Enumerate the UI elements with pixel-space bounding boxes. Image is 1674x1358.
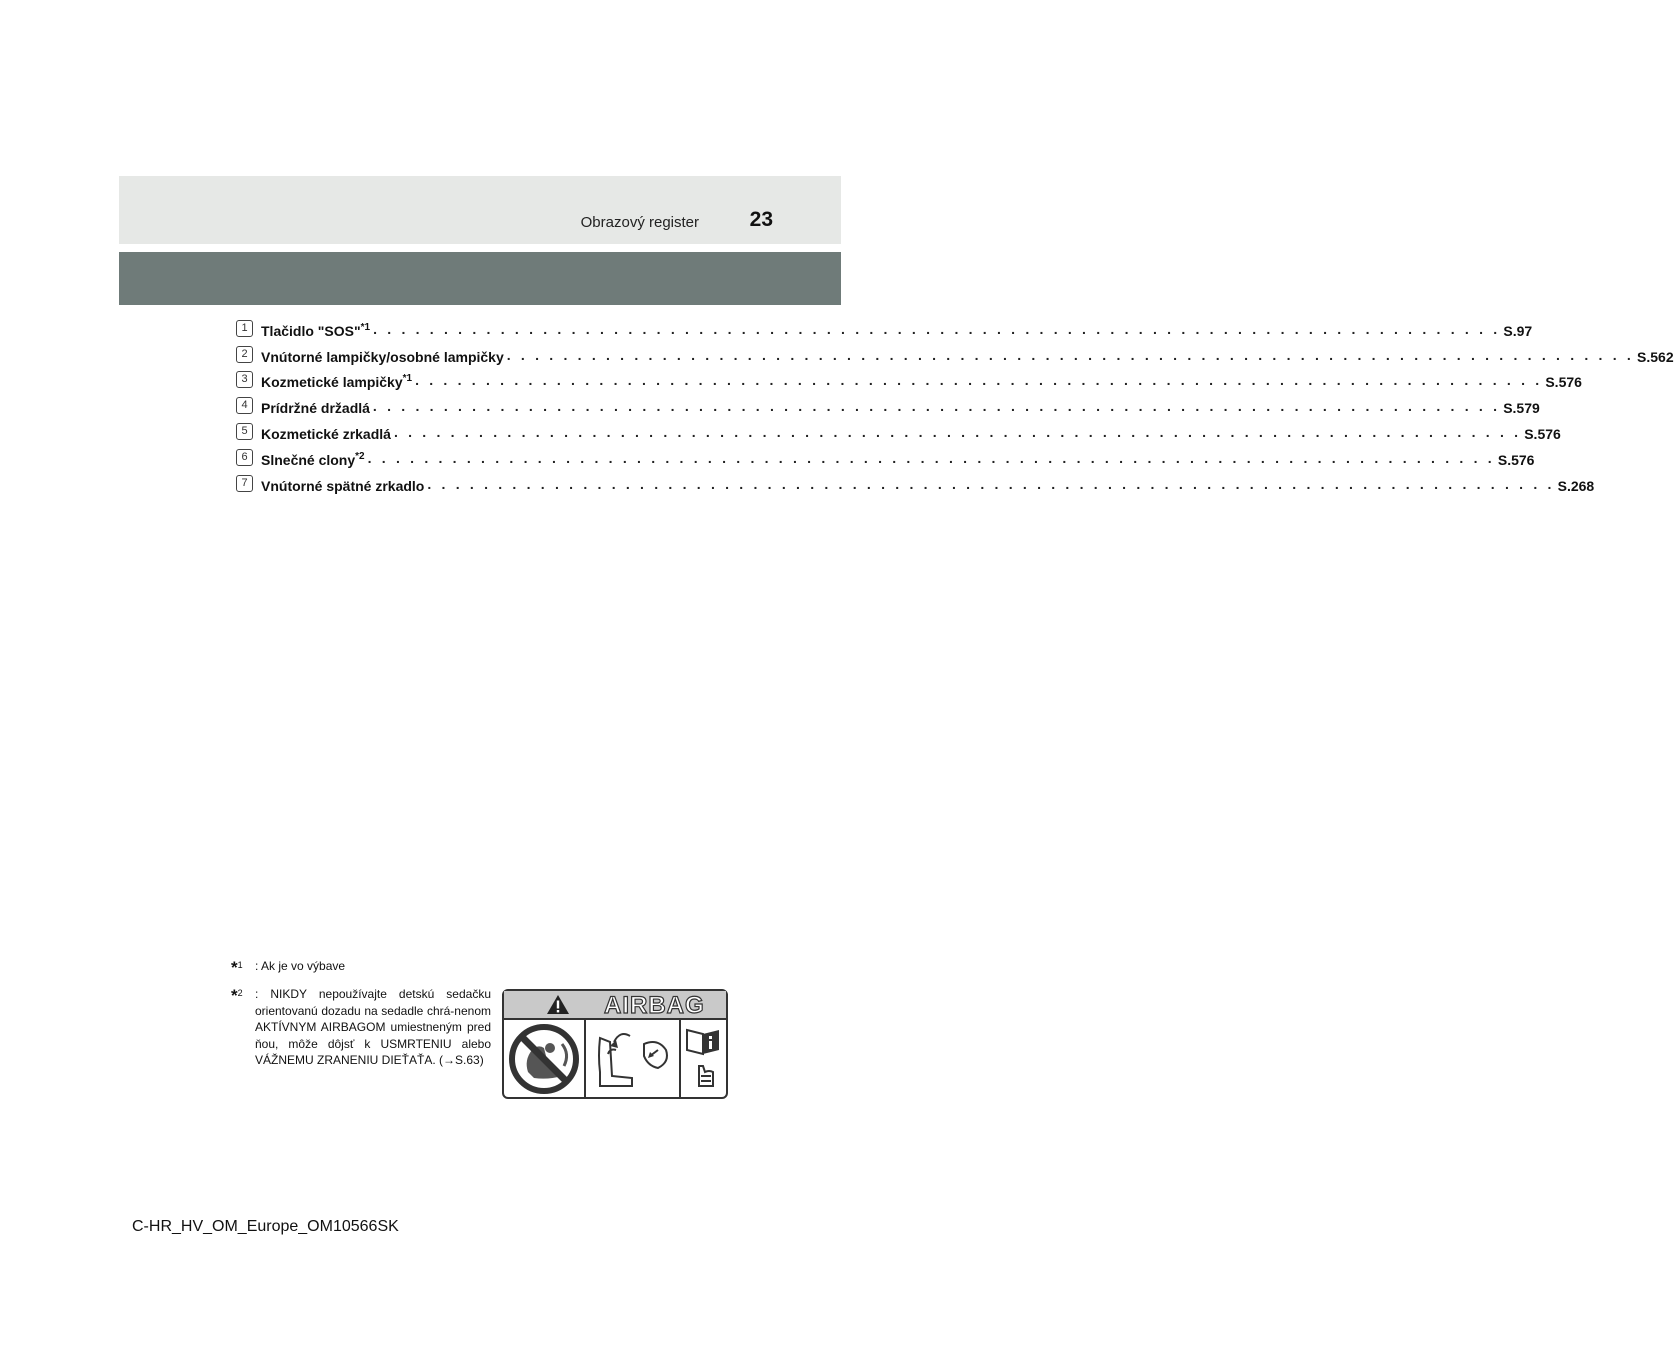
toc-label: [261, 478, 424, 494]
toc-row[interactable]: [236, 442, 1535, 468]
item-number-badge: 3: [236, 371, 253, 388]
leader-dots: . . . . . . . . . . . . . . . . . . . . . . . . . . . . . . . . . . . . . . . . . . . . . . . . . . . . . . . . . . . . . . . . . . . . . . . . . . . . . . . .: [393, 423, 1522, 440]
toc-label: [261, 400, 370, 416]
no-child-seat-panel: [504, 1020, 586, 1099]
footnote-text: : NIKDY nepoužívajte detskú sedačku orientovanú dozadu na sedadle chrá-nenom AKTÍVNYM AIRBAGOM umiestneným pred ňou, môže dôjsť k USMRTENIU alebo VÁŽNEMU ZRANENIU DIEŤAŤA. (→S.63): [255, 987, 491, 1067]
airbag-word: AIRBAG: [604, 992, 705, 1019]
leader-dots: . . . . . . . . . . . . . . . . . . . . . . . . . . . . . . . . . . . . . . . . . . . . . . . . . . . . . . . . . . . . . . . . . . . . . . . . . . . . . . . .: [372, 398, 1501, 415]
toc-label: [261, 452, 365, 468]
leader-dots: . . . . . . . . . . . . . . . . . . . . . . . . . . . . . . . . . . . . . . . . . . . . . . . . . . . . . . . . . . . . . . . . . . . . . . . . . . . . . . . .: [506, 346, 1635, 363]
footnote-mark: *$^1$: [231, 958, 243, 977]
toc-label: [261, 323, 370, 339]
section-banner: [119, 252, 841, 305]
toc-page-ref[interactable]: S.576: [1545, 374, 1582, 391]
toc-label: [261, 374, 412, 390]
airbag-deploy-seat-icon: [586, 1020, 679, 1099]
leader-dots: . . . . . . . . . . . . . . . . . . . . . . . . . . . . . . . . . . . . . . . . . . . . . . . . . . . . . . . . . . . . . . . . . . . . . . . . . . . . . . . .: [415, 372, 1543, 389]
page-number: 23: [749, 208, 773, 231]
toc-label-footnote-mark: *1: [402, 373, 413, 385]
warning-triangle-icon: [546, 994, 570, 1015]
item-number-badge: 4: [236, 397, 253, 414]
section-title: Obrazový register: [580, 214, 699, 231]
airbag-deploy-panel: [586, 1020, 681, 1099]
toc-page-ref[interactable]: S.268: [1557, 477, 1595, 494]
document-code: C-HR_HV_OM_Europe_OM10566SK: [132, 1218, 399, 1235]
toc-row[interactable]: [236, 313, 1533, 339]
toc-row[interactable]: [236, 416, 1561, 442]
toc-page-ref[interactable]: S.576: [1524, 425, 1561, 442]
toc-label-text: Slnečné clony: [261, 451, 356, 468]
toc-label-text: Tlačidlo "SOS": [261, 322, 361, 339]
item-number-badge: 2: [236, 346, 253, 363]
toc-label-footnote-mark: *2: [355, 450, 365, 462]
toc-page-ref[interactable]: S.97: [1503, 322, 1533, 339]
toc-row[interactable]: [236, 339, 1674, 365]
toc-label-text: Prídržné držadlá: [261, 400, 370, 417]
toc-page-ref[interactable]: S.579: [1503, 400, 1540, 417]
toc-page-ref[interactable]: S.576: [1497, 451, 1535, 468]
item-number-badge: 6: [236, 449, 253, 466]
footnotes: [231, 958, 491, 1077]
toc-label-text: Kozmetické lampičky: [261, 374, 403, 391]
no-rear-facing-child-seat-icon: [504, 1020, 584, 1099]
footnote-mark: *$^2$: [231, 986, 243, 1005]
toc-label-text: Kozmetické zrkadlá: [261, 425, 391, 442]
airbag-warning-label: [502, 989, 728, 1099]
read-manual-panel: [681, 1020, 726, 1099]
footnote-text: : Ak je vo výbave: [255, 959, 346, 973]
item-number-badge: 5: [236, 423, 253, 440]
header-band: [119, 176, 841, 244]
toc-label: [261, 349, 504, 365]
item-number-badge: 1: [236, 320, 253, 337]
item-number-badge: 7: [236, 475, 253, 492]
leader-dots: . . . . . . . . . . . . . . . . . . . . . . . . . . . . . . . . . . . . . . . . . . . . . . . . . . . . . . . . . . . . . . . . . . . . . . . . . . . . . . . .: [427, 475, 1555, 492]
leader-dots: . . . . . . . . . . . . . . . . . . . . . . . . . . . . . . . . . . . . . . . . . . . . . . . . . . . . . . . . . . . . . . . . . . . . . . . . . . . . . . . .: [367, 449, 1495, 466]
toc-label-text: Vnútorné lampičky/osobné lampičky: [261, 348, 504, 365]
toc-row[interactable]: [236, 468, 1595, 494]
toc-label-footnote-mark: *1: [360, 321, 371, 333]
footnote: [231, 986, 491, 1069]
toc-page-ref[interactable]: S.562: [1637, 348, 1674, 365]
toc-label: [261, 426, 391, 442]
toc-label-text: Vnútorné spätné zrkadlo: [261, 477, 425, 494]
toc-row[interactable]: [236, 365, 1582, 391]
toc-list: [236, 313, 1674, 494]
footnote: [231, 958, 491, 978]
leader-dots: . . . . . . . . . . . . . . . . . . . . . . . . . . . . . . . . . . . . . . . . . . . . . . . . . . . . . . . . . . . . . . . . . . . . . . . . . . . . . . . .: [373, 320, 1501, 337]
airbag-label-header: [504, 991, 726, 1020]
toc-row[interactable]: [236, 390, 1540, 417]
read-manual-icon: [681, 1020, 726, 1099]
